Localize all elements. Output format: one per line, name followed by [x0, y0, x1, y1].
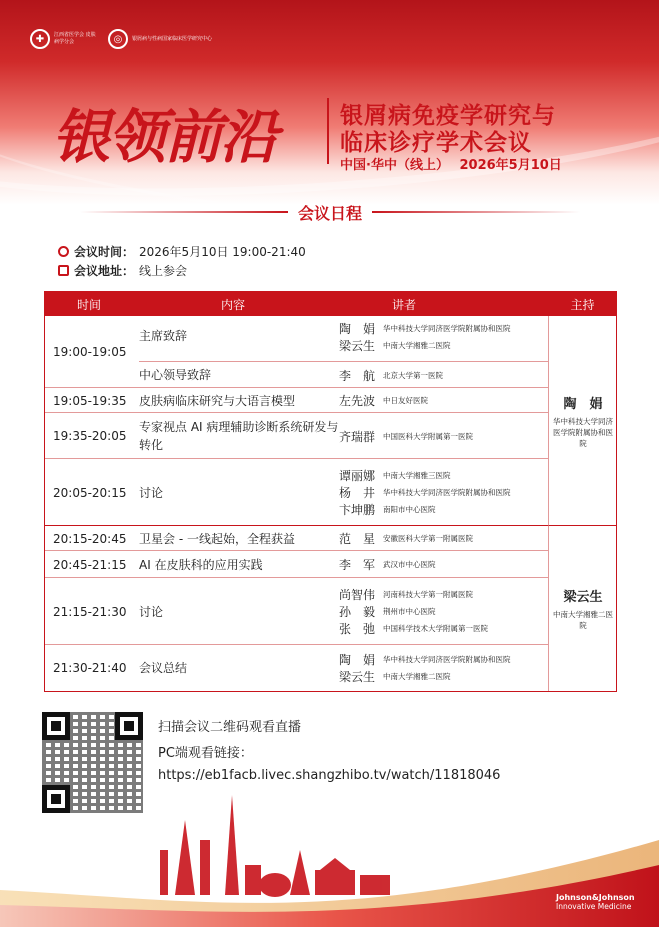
table-row — [45, 388, 548, 413]
speaker — [339, 556, 436, 573]
main-title: 银领前沿 — [52, 103, 277, 171]
speaker-org: 荆州市中心医院 — [383, 607, 436, 616]
row-content: 皮肤病临床研究与大语言模型 — [139, 393, 296, 408]
host-cell — [548, 526, 617, 691]
row-time: 19:35-20:05 — [53, 429, 127, 443]
row-speakers — [339, 551, 549, 578]
row-time: 21:30-21:40 — [53, 661, 127, 675]
row-speakers — [339, 413, 549, 459]
table-row — [45, 526, 548, 551]
city-skyline — [160, 795, 390, 897]
speaker-org: 安徽医科大学第一附属医院 — [383, 534, 473, 543]
row-speakers — [339, 526, 549, 551]
speaker-name: 尚智伟 — [339, 588, 376, 602]
meeting-time — [58, 243, 306, 260]
speaker — [339, 367, 443, 384]
row-content: 讨论 — [139, 604, 164, 619]
speaker-org: 中国科学技术大学附属第一医院 — [383, 624, 488, 633]
speaker-name: 齐瑞群 — [339, 429, 376, 444]
speaker-org: 中国医科大学附属第一医院 — [383, 431, 473, 441]
table-row — [45, 413, 548, 459]
logo2-text: 银屑病与性病国家临床医学研究中心 — [132, 35, 213, 42]
section-header — [80, 202, 580, 222]
speaker-org: 北京大学第一医院 — [383, 370, 443, 380]
speaker-name: 李 军 — [339, 558, 376, 572]
speaker-org: 华中科技大学同济医学院附属协和医院 — [383, 655, 511, 664]
speaker — [339, 337, 451, 354]
host-org: 中南大学湘雅二医院 — [553, 610, 613, 630]
speaker-org: 河南科技大学第一附属医院 — [383, 590, 473, 599]
sponsor-line1: Johnson&Johnson — [556, 893, 635, 902]
scan-text: 扫描会议二维码观看直播 — [158, 720, 302, 735]
title-subtitle — [340, 154, 562, 173]
speaker — [339, 530, 473, 547]
row-speakers — [339, 388, 549, 413]
speaker-org: 中南大学湘雅三医院 — [383, 471, 451, 480]
speaker — [339, 484, 511, 501]
row-content: 中心领导致辞 — [139, 368, 212, 382]
speaker-name: 范 星 — [339, 532, 376, 546]
header-speaker: 讲者 — [333, 292, 475, 316]
subtitle-location: 中国·华中（线上） — [340, 158, 449, 173]
society-logo — [30, 29, 98, 49]
cross-icon: ✚ — [30, 29, 50, 49]
host-cell — [548, 316, 617, 526]
speaker-name: 杨 井 — [339, 486, 376, 500]
sponsor-line2: Innovative Medicine — [556, 902, 632, 911]
speaker-name: 张 弛 — [339, 622, 376, 636]
title-divider — [327, 98, 329, 164]
row-content: 专家视点 AI 病理辅助诊断系统研发与转化 — [139, 420, 339, 452]
speaker — [339, 320, 511, 337]
divider — [372, 211, 580, 213]
sponsor-logo — [556, 893, 635, 911]
row-content: 卫星会 - 一线起始，全程获益 — [139, 531, 295, 546]
host-name: 陶 娟 — [563, 396, 603, 412]
section-title: 会议日程 — [298, 203, 363, 223]
place-value: 线上参会 — [139, 264, 188, 278]
row-speakers — [339, 362, 549, 388]
speaker — [339, 651, 511, 668]
speaker-name: 梁云生 — [339, 339, 376, 353]
location-icon — [58, 265, 69, 276]
clock-icon — [58, 246, 69, 257]
meeting-place — [58, 262, 187, 279]
divider — [80, 211, 288, 213]
row-speakers — [339, 459, 549, 526]
row-speakers — [339, 645, 549, 691]
header-content: 内容 — [133, 292, 333, 316]
table-row — [45, 459, 548, 526]
place-label: 会议地址： — [74, 264, 135, 278]
schedule-table — [44, 291, 617, 692]
row-time: 20:05-20:15 — [53, 485, 127, 500]
speaker-name: 卞坤鹏 — [339, 503, 376, 517]
speaker-name: 孙 毅 — [339, 605, 376, 619]
pc-label: PC端观看链接： — [158, 746, 253, 761]
header-spacer — [475, 292, 548, 316]
row-content: 会议总结 — [139, 661, 188, 675]
row-content: 主席致辞 — [139, 329, 188, 343]
speaker-org: 南阳市中心医院 — [383, 505, 436, 514]
title-line-2: 临床诊疗学术会议 — [340, 130, 532, 156]
watch-link[interactable]: https://eb1facb.livec.shangzhibo.tv/watch/11818046 — [158, 768, 501, 783]
row-content: AI 在皮肤科的应用实践 — [139, 557, 263, 572]
speaker — [339, 668, 451, 685]
header-host: 主持 — [548, 292, 617, 316]
row-time: 19:00-19:05 — [53, 345, 127, 359]
speaker — [339, 467, 451, 484]
speaker-org: 华中科技大学同济医学院附属协和医院 — [383, 488, 511, 497]
row-time: 19:05-19:35 — [53, 393, 127, 408]
logo1-text: 江西省医学会 皮肤病学分会 — [54, 32, 96, 45]
row-speakers — [339, 318, 549, 356]
speaker-org: 中南大学湘雅二医院 — [383, 341, 451, 350]
qr-finder — [115, 712, 143, 740]
host-name: 梁云生 — [563, 590, 603, 605]
speaker-org: 中日友好医院 — [383, 396, 428, 405]
table-row — [45, 316, 548, 388]
time-value: 2026年5月10日 19:00-21:40 — [139, 245, 306, 259]
title-line-1: 银屑病免疫学研究与 — [340, 103, 556, 129]
table-row — [45, 645, 548, 691]
header-time: 时间 — [45, 292, 133, 316]
speaker — [339, 428, 473, 445]
speaker-org: 华中科技大学同济医学院附属协和医院 — [383, 324, 511, 333]
speaker-name: 谭丽娜 — [339, 469, 376, 483]
host-org: 华中科技大学同济医学院附属协和医院 — [553, 416, 613, 448]
emblem-icon: ◎ — [108, 29, 128, 49]
row-speakers — [339, 578, 549, 645]
row-time: 21:15-21:30 — [53, 604, 127, 619]
speaker-name: 陶 娟 — [339, 322, 376, 336]
row-time: 20:45-21:15 — [53, 557, 127, 572]
speaker — [339, 586, 473, 603]
table-row — [45, 551, 548, 578]
subtitle-date: 2026年5月10日 — [459, 158, 562, 173]
speaker-name: 李 航 — [339, 368, 376, 383]
speaker — [339, 392, 428, 409]
center-logo — [108, 29, 272, 49]
logo-group — [30, 26, 272, 52]
table-row — [45, 578, 548, 645]
speaker-name: 陶 娟 — [339, 653, 376, 667]
qr-finder — [42, 712, 70, 740]
speaker-org: 中南大学湘雅二医院 — [383, 672, 451, 681]
speaker-name: 左先波 — [339, 394, 376, 408]
speaker — [339, 620, 488, 637]
time-label: 会议时间： — [74, 245, 135, 259]
speaker-name: 梁云生 — [339, 670, 376, 684]
row-content: 讨论 — [139, 485, 164, 500]
speaker — [339, 603, 436, 620]
speaker — [339, 501, 436, 518]
row-time: 20:15-20:45 — [53, 531, 127, 546]
speaker-org: 武汉市中心医院 — [383, 560, 436, 569]
